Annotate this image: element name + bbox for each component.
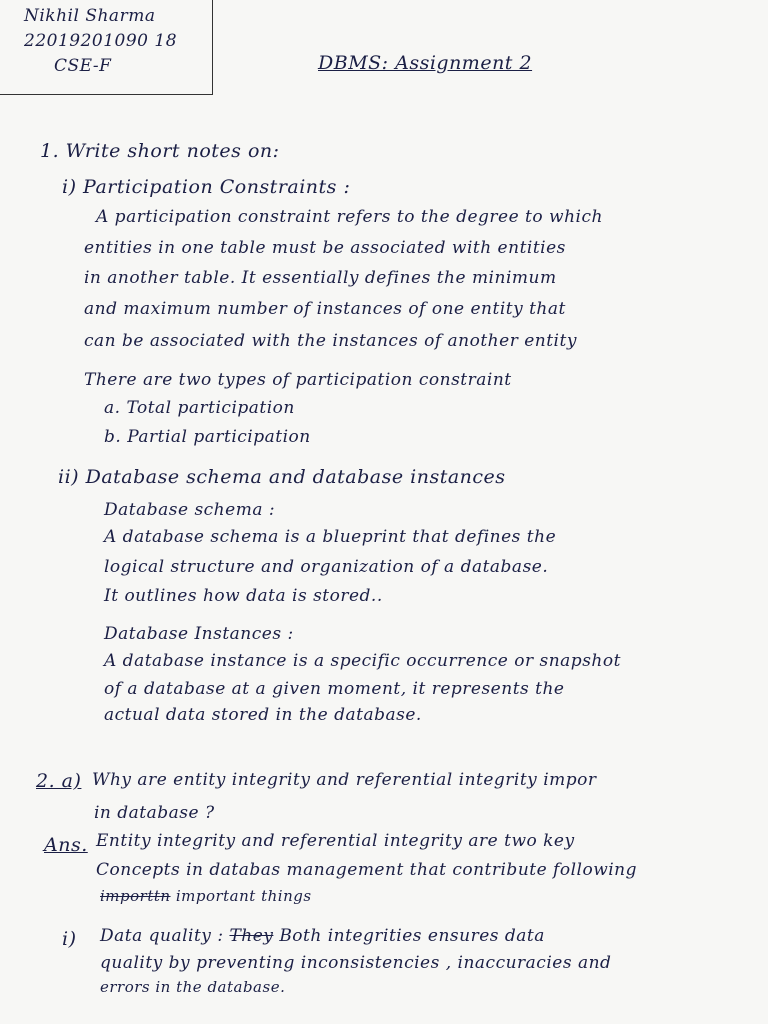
answer-line: Entity integrity and referential integrity are two key bbox=[96, 831, 575, 851]
answer-line: Concepts in databas management that contribute following bbox=[96, 860, 638, 880]
q2-number: 2. a) bbox=[36, 770, 82, 792]
q1-i-line: There are two types of participation constraint bbox=[84, 370, 512, 390]
instances-line: A database instance is a specific occurrence or snapshot bbox=[104, 651, 621, 671]
point-i-label: i) bbox=[62, 928, 77, 950]
point-i-struck: They bbox=[229, 926, 274, 946]
q1-i-type-a: a. Total participation bbox=[104, 398, 295, 418]
student-name: Nikhil Sharma bbox=[24, 6, 156, 26]
point-i-title: Data quality : bbox=[100, 926, 224, 946]
q1-heading: 1. Write short notes on: bbox=[40, 140, 280, 162]
schema-line: A database schema is a blueprint that defines the bbox=[104, 527, 557, 547]
q2-heading: Why are entity integrity and referential integrity impor bbox=[92, 770, 597, 790]
point-i-line3: errors in the database. bbox=[100, 978, 286, 996]
point-i-text: Both integrities ensures data bbox=[279, 926, 545, 946]
section: CSE-F bbox=[54, 56, 112, 76]
point-i-line1 bbox=[100, 926, 545, 946]
q1-i-line: A participation constraint refers to the degree to which bbox=[96, 207, 603, 227]
schema-line: It outlines how data is stored.. bbox=[104, 586, 383, 606]
answer-label: Ans. bbox=[44, 834, 88, 856]
roll-number: 22019201090 18 bbox=[24, 31, 178, 51]
q1-ii-title: ii) Database schema and database instances bbox=[58, 466, 506, 488]
q1-i-type-b: b. Partial participation bbox=[104, 427, 311, 447]
instances-title: Database Instances : bbox=[104, 624, 294, 644]
assignment-title: DBMS: Assignment 2 bbox=[318, 52, 533, 74]
schema-line: logical structure and organization of a database. bbox=[104, 557, 549, 577]
point-i-line2: quality by preventing inconsistencies , inaccuracies and bbox=[100, 953, 612, 973]
q1-i-line: can be associated with the instances of another entity bbox=[84, 331, 577, 351]
answer-line-3 bbox=[100, 887, 312, 905]
struck-word: importtn bbox=[100, 887, 171, 905]
q1-i-title: i) Participation Constraints : bbox=[62, 176, 351, 198]
schema-title: Database schema : bbox=[104, 500, 276, 520]
q2-heading-line2: in database ? bbox=[94, 803, 215, 823]
answer-line-3-text: important things bbox=[175, 887, 312, 905]
q1-i-line: in another table. It essentially defines the minimum bbox=[84, 268, 557, 288]
instances-line: actual data stored in the database. bbox=[104, 705, 422, 725]
q1-i-line: entities in one table must be associated with entities bbox=[84, 238, 566, 258]
instances-line: of a database at a given moment, it represents the bbox=[104, 679, 565, 699]
q1-i-line: and maximum number of instances of one entity that bbox=[84, 299, 566, 319]
